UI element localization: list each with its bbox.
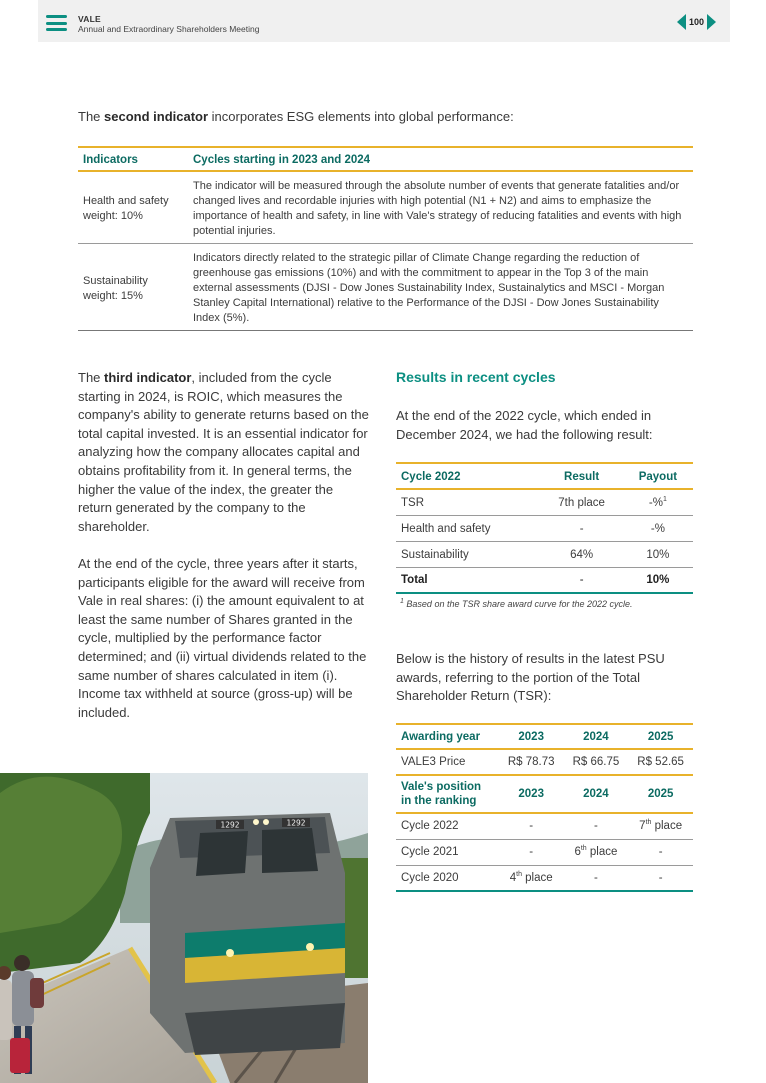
ranking-cell: - [628, 839, 693, 865]
headlight-lower-right [306, 943, 314, 951]
table-row [396, 489, 693, 515]
windshield-right [262, 828, 318, 873]
year-header: 2024 [564, 775, 629, 813]
headlight-top-2 [263, 819, 269, 825]
table-row [396, 541, 693, 567]
ranking-header: Vale's position in the ranking [396, 775, 499, 813]
table-header-row [396, 463, 693, 489]
row-label: Cycle 2021 [396, 839, 499, 865]
indicator-description: The indicator will be measured through the absolute number of events that generate fatalities and/or changed lives and recordable injuries with high potential (N1 + N2) and aims to emphasize the importance of health and safety, in line with Vale's strategy of reducing fatalities and events with high potential injuries. [188, 171, 693, 244]
history-intro: Below is the history of results in the latest PSU awards, referring to the portion of the Total Shareholder Return (TSR): [396, 651, 665, 704]
intro-text: The second indicator incorporates ESG elements into global performance: [78, 109, 514, 124]
year-header: 2023 [499, 724, 564, 749]
cycle-2022-table [396, 462, 693, 594]
results-heading: Results in recent cycles [396, 369, 556, 385]
table-header-row [78, 147, 693, 171]
row-payout: 10% [623, 541, 693, 567]
indicators-table [78, 146, 693, 331]
price-cell: R$ 78.73 [499, 749, 564, 775]
document-subtitle: Annual and Extraordinary Shareholders Meeting [78, 24, 260, 34]
headlight-top [253, 819, 259, 825]
ranking-cell: - [628, 865, 693, 891]
ranking-cell: 6th place [564, 839, 629, 865]
ranking-subheader-row [396, 775, 693, 813]
page-number: 100 [688, 17, 704, 27]
row-label: TSR [396, 489, 540, 515]
row-label: VALE3 Price [396, 749, 499, 775]
payout-header: Payout [623, 463, 693, 489]
footnote: $^1$ Based on the TSR share award curve for the 2022 cycle. [400, 598, 633, 609]
row-payout: 10% [623, 567, 693, 593]
locomotive-number-right: 1292 [286, 818, 306, 828]
psu-history-table [396, 723, 693, 892]
price-row [396, 749, 693, 775]
brand-name: VALE [78, 14, 101, 24]
train-photo [0, 773, 368, 1083]
indicators-header: Indicators [78, 147, 188, 171]
price-cell: R$ 66.75 [564, 749, 629, 775]
left-column-text [78, 369, 370, 741]
indicator-description: Indicators directly related to the strategic pillar of Climate Change regarding the reduction of greenhouse gas emissions (10%) and with the commitment to appear in the Top 3 of the main external assessments (DJSI - Dow Jones Sustainability Index, Sustainalytics and MSCI - Morgan Stanley Capital International) relative to the Performance of the DJSI - Dow Jones Sustainability Index (5%). [188, 244, 693, 331]
row-label: Cycle 2020 [396, 865, 499, 891]
row-payout: -% [623, 515, 693, 541]
table-row [396, 839, 693, 865]
year-header: 2025 [628, 724, 693, 749]
row-result: 64% [540, 541, 622, 567]
train-illustration [0, 773, 368, 1083]
year-header: 2023 [499, 775, 564, 813]
row-label: Health and safety [396, 515, 540, 541]
suitcase [10, 1038, 30, 1073]
table-row [78, 244, 693, 331]
cycle-header: Cycle 2022 [396, 463, 540, 489]
indicator-name: Sustainability weight: 15% [78, 244, 188, 331]
row-label: Cycle 2022 [396, 813, 499, 839]
table-row [396, 865, 693, 891]
results-intro: At the end of the 2022 cycle, which ended in December 2024, we had the following result: [396, 408, 653, 442]
ranking-cell: - [499, 813, 564, 839]
award-paragraph: At the end of the cycle, three years after it starts, participants eligible for the award will receive from Vale in real shares: (i) the amount equivalent to at least the same number of Shares granted in the cycle, multiplied by the performance factor determined; and (ii) virtual dividends related to the same number of shares calculated in item (i). Income tax withheld at source (gross-up) will be included. [78, 555, 367, 720]
table-header-row [396, 724, 693, 749]
awarding-year-header: Awarding year [396, 724, 499, 749]
result-header: Result [540, 463, 622, 489]
row-result: - [540, 515, 622, 541]
windshield-left [196, 831, 248, 876]
price-cell: R$ 52.65 [628, 749, 693, 775]
ranking-cell: - [499, 839, 564, 865]
row-result: 7th place [540, 489, 622, 515]
previous-page-icon[interactable] [677, 14, 686, 30]
row-label: Sustainability [396, 541, 540, 567]
ranking-cell: 7th place [628, 813, 693, 839]
next-page-icon[interactable] [707, 14, 716, 30]
headlight-lower-left [226, 949, 234, 957]
page-navigator [677, 13, 716, 31]
row-result: - [540, 567, 622, 593]
third-indicator-paragraph: The third indicator, included from the cycle starting in 2024, is ROIC, which measures the company's ability to generate returns based on the total capital invested. It is an essential indicator for analyzing how the company allocates capital and obtains profitability from it. In general terms, the higher the value of the index, the greater the return generated by the company to the shareholder. [78, 370, 369, 534]
cycles-header: Cycles starting in 2023 and 2024 [188, 147, 693, 171]
ranking-cell: - [564, 813, 629, 839]
table-row [396, 813, 693, 839]
table-row [78, 171, 693, 244]
locomotive-number-left: 1292 [220, 820, 240, 830]
ranking-cell: - [564, 865, 629, 891]
menu-icon[interactable] [46, 15, 67, 31]
total-row [396, 567, 693, 593]
row-payout: -%$^1$ [623, 489, 693, 515]
ranking-cell: 4th place [499, 865, 564, 891]
year-header: 2025 [628, 775, 693, 813]
table-row [396, 515, 693, 541]
row-label: Total [396, 567, 540, 593]
page-header [38, 0, 730, 42]
indicator-name: Health and safety weight: 10% [78, 171, 188, 244]
year-header: 2024 [564, 724, 629, 749]
